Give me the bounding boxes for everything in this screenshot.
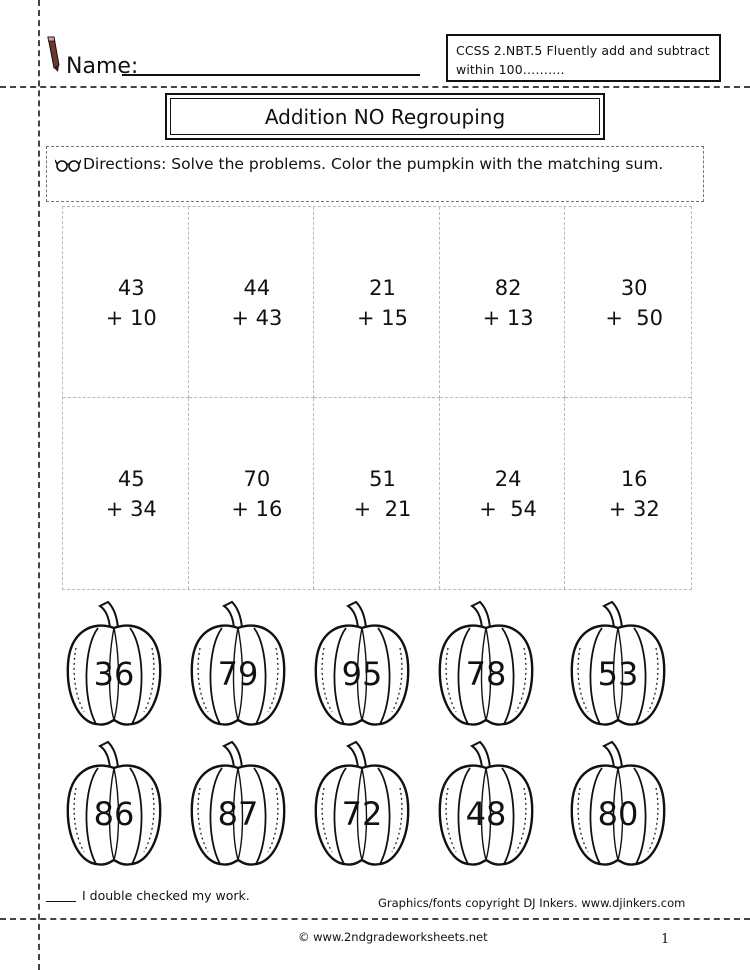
double-check-blank[interactable] xyxy=(46,901,76,902)
problem-cell xyxy=(565,398,691,589)
problem-addend-top: 21 xyxy=(369,276,396,300)
standard-code: CCSS 2.NBT.5 Fluently add and subtract xyxy=(456,43,710,58)
double-check-text: I double checked my work. xyxy=(82,888,250,903)
pumpkin-sum: 87 xyxy=(217,795,259,833)
pumpkin-sum: 78 xyxy=(465,655,507,693)
glasses-icon xyxy=(55,158,81,176)
pumpkin-sum: 95 xyxy=(341,655,383,693)
left-guide-line xyxy=(38,0,40,970)
pumpkin-icon[interactable] xyxy=(62,738,166,870)
problem-addend-bottom: + 16 xyxy=(231,497,283,521)
pumpkin-icon[interactable] xyxy=(566,598,670,730)
problem-addend-top: 24 xyxy=(494,467,522,491)
problem-addend-bottom: + 50 xyxy=(605,306,664,330)
footer-site: © www.2ndgradeworksheets.net xyxy=(298,930,488,944)
problem-cell xyxy=(440,207,566,398)
problem-addend-bottom: + 13 xyxy=(482,306,534,330)
problem-cell xyxy=(565,207,691,398)
problem-addend-top: 82 xyxy=(494,276,522,300)
pumpkin-icon[interactable] xyxy=(434,738,538,870)
standard-text: within 100………. xyxy=(456,62,565,77)
problem-cell xyxy=(63,207,189,398)
double-check-line xyxy=(46,888,250,903)
name-label: Name: xyxy=(66,54,139,79)
problem-cell xyxy=(314,398,440,589)
top-guide-line xyxy=(0,86,750,88)
problem-addend-top: 44 xyxy=(243,276,271,300)
directions-text: Directions: Solve the problems. Color the pumpkin with the matching sum. xyxy=(83,155,664,173)
pumpkin-icon[interactable] xyxy=(310,738,414,870)
bottom-guide-line xyxy=(0,918,750,920)
pumpkin-icon[interactable] xyxy=(186,738,290,870)
pumpkin-sum: 86 xyxy=(93,795,135,833)
problem-addend-top: 45 xyxy=(117,467,145,491)
problem-cell xyxy=(314,207,440,398)
problem-cell xyxy=(440,398,566,589)
problem-addend-top: 70 xyxy=(243,467,271,491)
problem-cell xyxy=(63,398,189,589)
pumpkin-sum: 72 xyxy=(341,795,383,833)
name-field-line[interactable] xyxy=(122,74,420,76)
graphics-credit: Graphics/fonts copyright DJ Inkers. www.djinkers.com xyxy=(378,896,686,910)
pencil-icon xyxy=(44,35,62,75)
problem-addend-bottom: + 34 xyxy=(105,497,157,521)
problem-addend-bottom: + 15 xyxy=(356,306,408,330)
problem-addend-bottom: + 54 xyxy=(479,497,537,521)
standard-box xyxy=(446,34,721,82)
problem-addend-top: 16 xyxy=(620,467,648,491)
problem-addend-top: 51 xyxy=(369,467,396,491)
problem-addend-top: 30 xyxy=(620,276,648,300)
directions-box xyxy=(46,146,704,202)
problem-grid xyxy=(62,206,692,590)
pumpkin-icon[interactable] xyxy=(186,598,290,730)
problem-addend-bottom: + 43 xyxy=(231,306,283,330)
pumpkin-sum: 53 xyxy=(597,655,639,693)
pumpkin-sum: 48 xyxy=(465,795,507,833)
page-number: 1 xyxy=(661,932,670,947)
pumpkin-icon[interactable] xyxy=(62,598,166,730)
pumpkin-sum: 79 xyxy=(217,655,259,693)
title-box xyxy=(165,93,605,140)
problem-cell xyxy=(189,398,315,589)
page-title: Addition NO Regrouping xyxy=(170,98,600,135)
problem-cell xyxy=(189,207,315,398)
problem-addend-bottom: + 21 xyxy=(353,497,412,521)
problem-addend-bottom: + 32 xyxy=(608,497,660,521)
pumpkin-icon[interactable] xyxy=(434,598,538,730)
pumpkin-icon[interactable] xyxy=(310,598,414,730)
problem-addend-top: 43 xyxy=(117,276,145,300)
pumpkin-icon[interactable] xyxy=(566,738,670,870)
pumpkin-sum: 80 xyxy=(597,795,639,833)
problem-addend-bottom: + 10 xyxy=(105,306,157,330)
pumpkin-sum: 36 xyxy=(93,655,135,693)
